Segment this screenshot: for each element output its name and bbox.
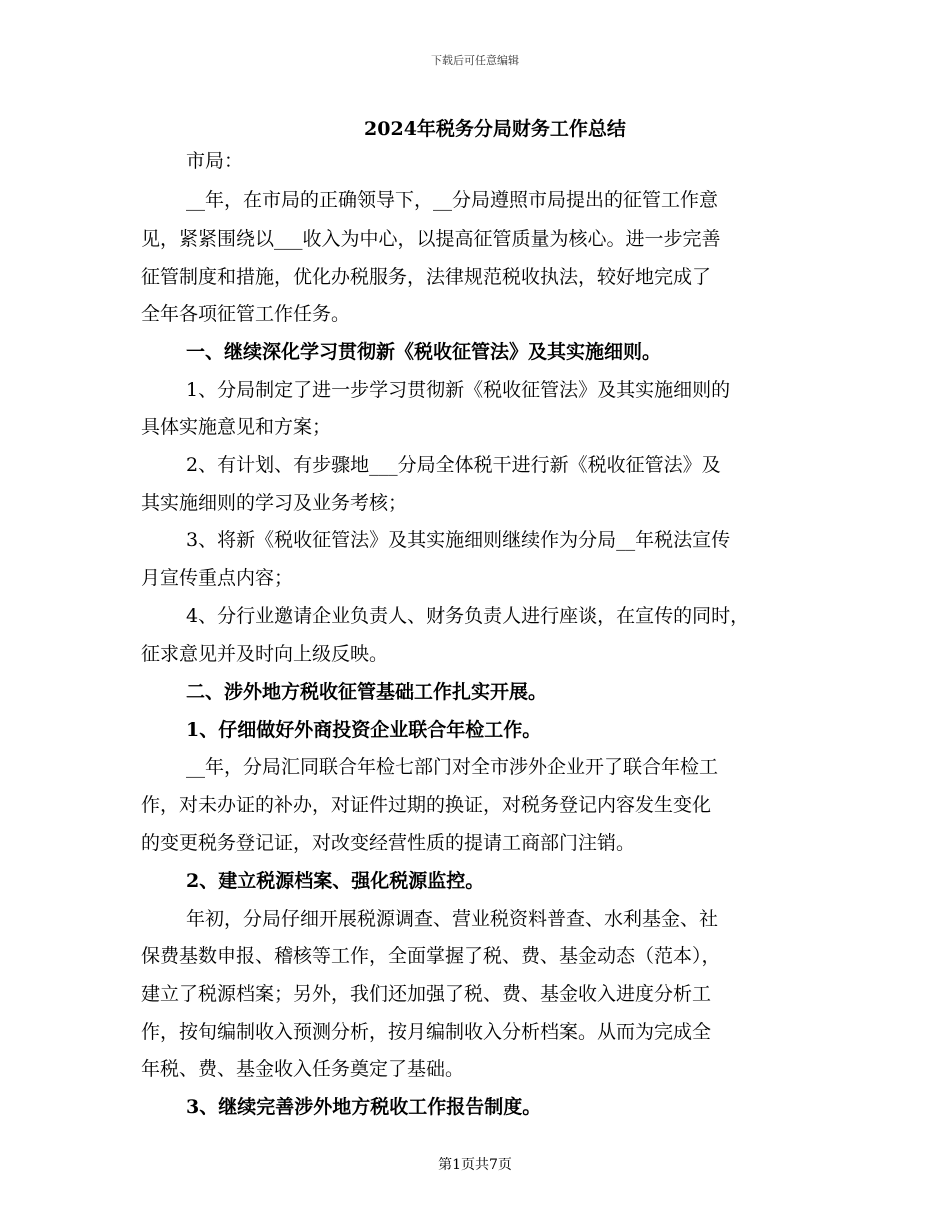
- paragraph-line: 4、分行业邀请企业负责人、财务负责人进行座谈，在宣传的同时，: [186, 605, 750, 627]
- document-title: 2024年税务分局财务工作总结: [364, 118, 626, 140]
- paragraph-line: 具体实施意见和方案；: [141, 416, 332, 438]
- page-footer: 第1页共7页: [438, 1157, 512, 1173]
- paragraph-line: 作，对未办证的补办，对证件过期的换证，对税务登记内容发生变化: [141, 794, 712, 816]
- paragraph-line: 年税、费、基金收入任务奠定了基础。: [141, 1058, 465, 1080]
- paragraph-line: 2、有计划、有步骤地___分局全体税干进行新《税收征管法》及: [186, 454, 721, 476]
- paragraph-line: 其实施细则的学习及业务考核；: [141, 492, 408, 514]
- paragraph-line: 征求意见并及时向上级反映。: [141, 643, 389, 665]
- paragraph-line: 作，按旬编制收入预测分析，按月编制收入分析档案。从而为完成全: [141, 1021, 712, 1043]
- paragraph-line: 征管制度和措施，优化办税服务，法律规范税收执法，较好地完成了: [141, 266, 712, 288]
- subsection-heading: 3、继续完善涉外地方税收工作报告制度。: [186, 1096, 542, 1118]
- paragraph-line: 建立了税源档案；另外，我们还加强了税、费、基金收入进度分析工: [141, 983, 712, 1005]
- paragraph-line: 月宣传重点内容；: [141, 567, 294, 589]
- subsection-heading: 1、仔细做好外商投资企业联合年检工作。: [186, 719, 542, 741]
- section-heading-2: 二、涉外地方税收征管基础工作扎实开展。: [186, 681, 548, 703]
- section-heading-1: 一、继续深化学习贯彻新《税收征管法》及其实施细则。: [186, 341, 662, 363]
- paragraph-line: __年，分局汇同联合年检七部门对全市涉外企业开了联合年检工: [186, 756, 719, 778]
- paragraph-line: 保费基数申报、稽核等工作，全面掌握了税、费、基金动态（范本），: [141, 945, 721, 967]
- paragraph-line: 年初，分局仔细开展税源调查、营业税资料普查、水利基金、社: [186, 908, 719, 930]
- subsection-heading: 2、建立税源档案、强化税源监控。: [186, 870, 485, 892]
- paragraph-line: __年，在市局的正确领导下，__分局遵照市局提出的征管工作意: [186, 189, 719, 211]
- salutation: 市局：: [186, 150, 244, 172]
- paragraph-line: 全年各项征管工作任务。: [141, 303, 351, 325]
- paragraph-line: 3、将新《税收征管法》及其实施细则继续作为分局__年税法宣传: [186, 529, 731, 551]
- paragraph-line: 见，紧紧围绕以___收入为中心，以提高征管质量为核心。进一步完善: [141, 228, 721, 250]
- paragraph-line: 的变更税务登记证，对改变经营性质的提请工商部门注销。: [141, 832, 636, 854]
- header-note: 下载后可任意编辑: [431, 54, 519, 67]
- paragraph-line: 1、分局制定了进一步学习贯彻新《税收征管法》及其实施细则的: [186, 379, 731, 401]
